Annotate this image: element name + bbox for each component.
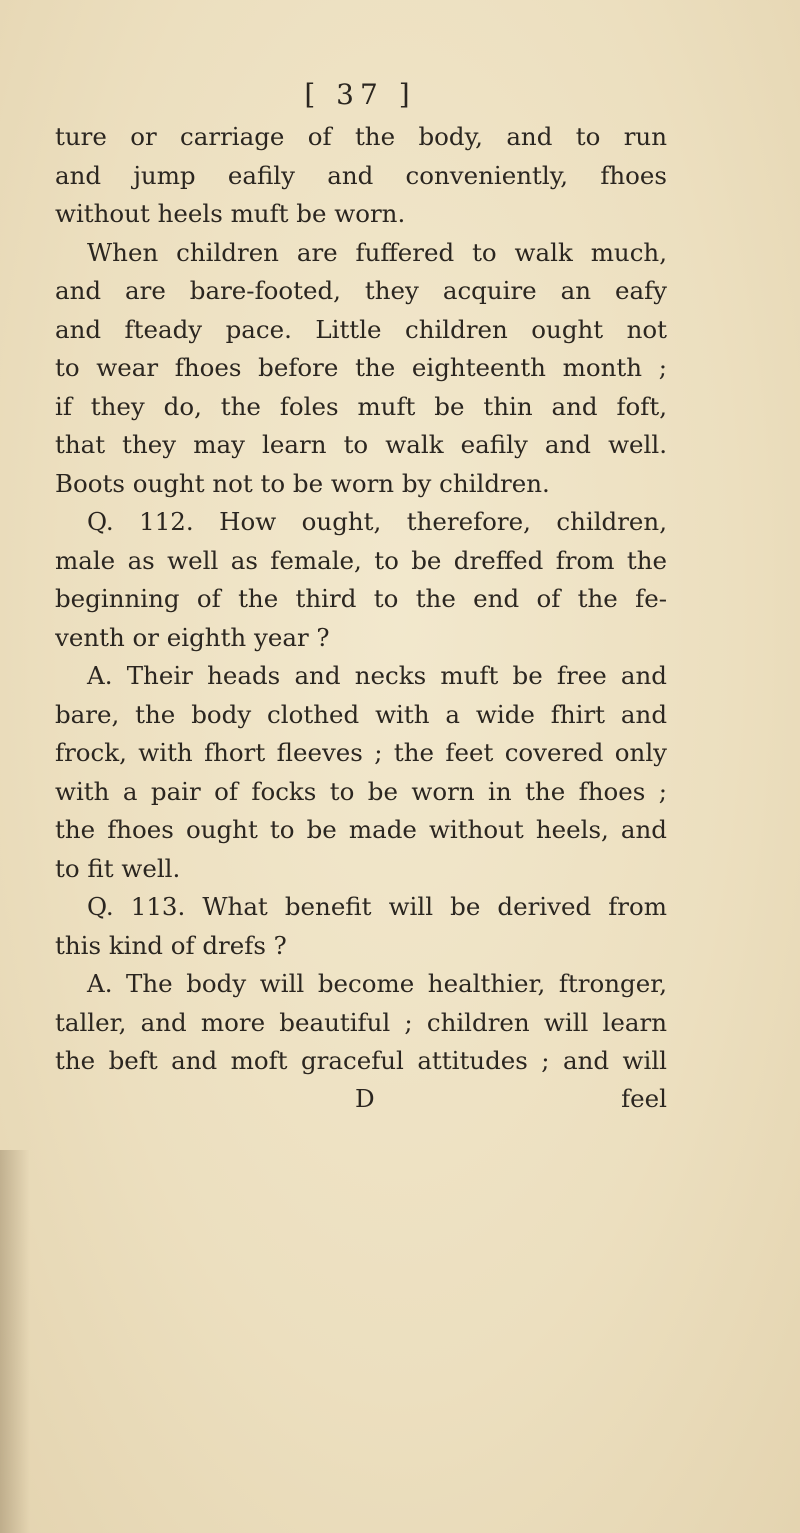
text-line: to fit well. <box>55 853 181 883</box>
text-line: male as well as female, to be dreffed from the <box>55 545 667 575</box>
page-edge-shadow <box>0 1150 30 1533</box>
text-line: the beft and moft graceful attitudes ; and will <box>55 1046 667 1075</box>
text-line: that they may learn to walk eafily and well. <box>55 430 667 459</box>
text-line: venth or eighth year ? <box>55 622 330 652</box>
answer-line: A. Their heads and necks muft be free and <box>87 661 667 690</box>
page-body <box>55 118 667 1081</box>
text-line: and fteady pace. Little children ought not <box>55 314 667 344</box>
text-line: this kind of drefs ? <box>55 930 287 960</box>
text-line: without heels muft be worn. <box>55 199 406 228</box>
answer-line: A. The body will become healthier, ftronger, <box>87 969 667 998</box>
text-line: and jump eafily and conveniently, fhoes <box>55 160 667 190</box>
text-line: taller, and more beautiful ; children will learn <box>55 1007 667 1037</box>
catchword: feel <box>621 1084 667 1113</box>
text-line: the fhoes ought to be made without heels, and <box>55 815 667 844</box>
text-line: if they do, the foles muft be thin and foft, <box>55 391 667 421</box>
text-line: ture or carriage of the body, and to run <box>55 122 667 151</box>
text-line: bare, the body clothed with a wide fhirt and <box>55 699 667 729</box>
text-line: Boots ought not to be worn by children. <box>55 468 550 498</box>
page-footer <box>55 1084 667 1124</box>
question-line: Q. 113. What benefit will be derived from <box>87 892 667 921</box>
text-line: and are bare-footed, they acquire an eafy <box>55 276 667 305</box>
question-line: Q. 112. How ought, therefore, children, <box>87 507 667 536</box>
signature-mark: D <box>355 1084 375 1113</box>
text-line: frock, with fhort fleeves ; the feet covered only <box>55 738 667 767</box>
text-line: to wear fhoes before the eighteenth month ; <box>55 353 667 382</box>
text-line: with a pair of focks to be worn in the fhoes ; <box>55 776 667 806</box>
page-header: [ 37 ] <box>304 78 416 111</box>
text-line: When children are fuffered to walk much, <box>87 237 667 267</box>
text-line: beginning of the third to the end of the fe- <box>55 584 667 613</box>
